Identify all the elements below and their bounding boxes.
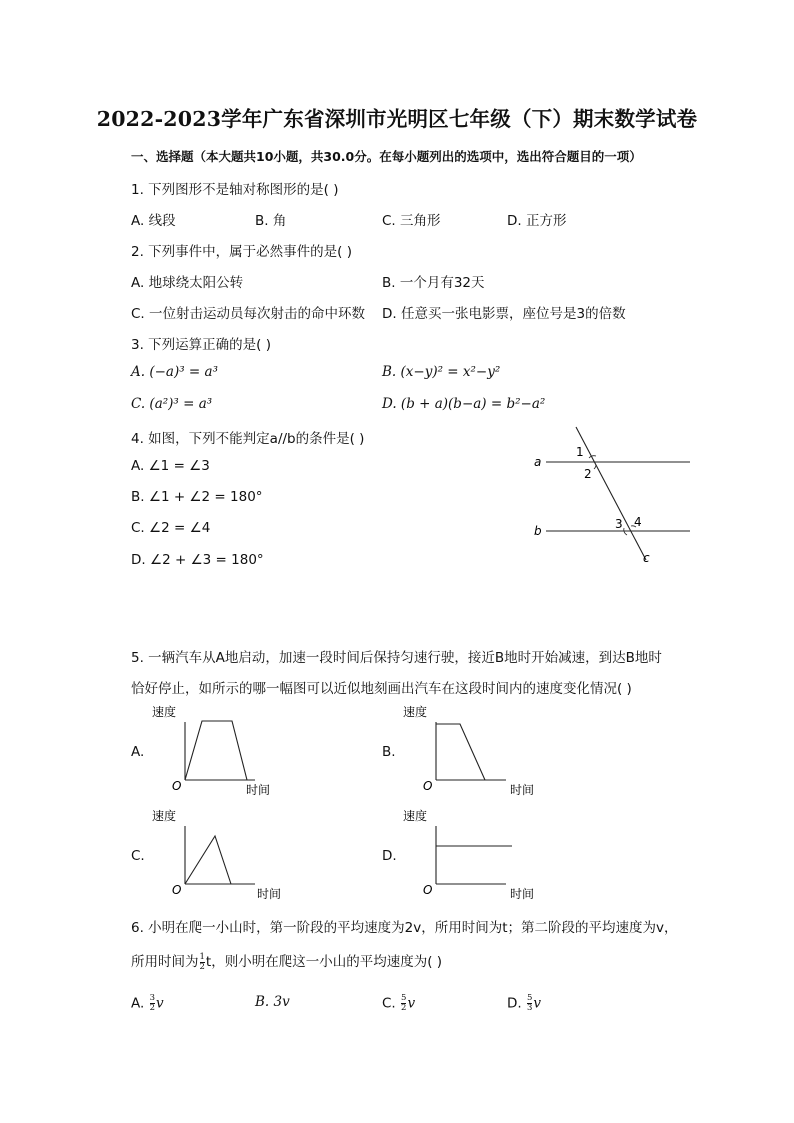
option-fraction: [150, 994, 155, 1013]
q1-option-b[interactable]: B. 角: [255, 213, 287, 229]
angle-3-label: 3: [615, 517, 623, 531]
question-4-stem: 4. 如图，下列不能判定a//b的条件是( ): [131, 431, 365, 447]
fraction-numerator: 5: [526, 993, 533, 1003]
line-a-label: a: [534, 455, 542, 469]
line-c-label: c: [643, 551, 650, 565]
question-1-stem: 1. 下列图形不是轴对称图形的是( ): [131, 182, 339, 198]
fraction-numerator: 3: [149, 993, 156, 1003]
fraction-denominator: 2: [401, 1003, 407, 1013]
q5-graph-a: [145, 700, 295, 800]
q4-option-b[interactable]: B. ∠1 + ∠2 = 180°: [131, 489, 263, 505]
q6-stem-fraction: [200, 953, 205, 972]
q1-option-c[interactable]: C. 三角形: [382, 213, 441, 229]
variable-v: v: [533, 995, 542, 1012]
q5-option-d[interactable]: D.: [382, 848, 397, 864]
q5b-origin: O: [423, 779, 433, 793]
q5-option-c[interactable]: C.: [131, 848, 145, 864]
variable-v: v: [407, 995, 416, 1012]
fraction-numerator: 5: [401, 993, 407, 1003]
q4-option-d[interactable]: D. ∠2 + ∠3 = 180°: [131, 552, 264, 568]
variable-v: v: [156, 995, 164, 1012]
q5-graph-d: [396, 804, 546, 904]
q5c-origin: O: [172, 883, 182, 897]
q2-option-d[interactable]: D. 任意买一张电影票，座位号是3的倍数: [382, 306, 626, 322]
fraction-denominator: 2: [149, 1003, 156, 1013]
q6-option-a[interactable]: [131, 994, 164, 1013]
q2-option-b[interactable]: B. 一个月有32天: [382, 275, 485, 291]
q5a-x-label: 时间: [246, 783, 271, 797]
q6-option-d[interactable]: [507, 994, 541, 1013]
q4-option-a[interactable]: A. ∠1 = ∠3: [131, 458, 210, 474]
question-2-stem: 2. 下列事件中，属于必然事件的是( ): [131, 244, 352, 260]
fraction-denominator: 3: [526, 1003, 533, 1013]
fraction-denominator: 2: [199, 961, 205, 972]
q5d-x-label: 时间: [510, 887, 535, 901]
q1-option-a[interactable]: A. 线段: [131, 213, 176, 229]
q3-option-b[interactable]: B. (x−y)² = x²−y²: [382, 364, 501, 380]
angle-4-label: 4: [634, 515, 642, 529]
q3-option-d[interactable]: D. (b + a)(b−a) = b²−a²: [382, 396, 546, 412]
question-5-stem-line-1: 5. 一辆汽车从A地启动，加速一段时间后保持匀速行驶，接近B地时开始减速，到达B地时: [131, 650, 662, 666]
question-6-stem-line-2: [131, 950, 442, 972]
line-b-label: b: [534, 524, 542, 538]
q5-graph-c: [145, 804, 295, 904]
q4-option-c[interactable]: C. ∠2 = ∠4: [131, 520, 211, 536]
q2-option-a[interactable]: A. 地球绕太阳公转: [131, 275, 244, 291]
q5d-y-label: 速度: [403, 809, 428, 823]
q6-stem-post: t，则小明在爬这一小山的平均速度为( ): [205, 954, 443, 970]
question-5-stem-line-2: 恰好停止，如所示的哪一幅图可以近似地刻画出汽车在这段时间内的速度变化情况( ): [131, 681, 632, 697]
option-label: D.: [507, 995, 522, 1012]
section-heading: 一、选择题（本大题共10小题，共30.0分。在每小题列出的选项中，选出符合题目的一项）: [131, 149, 642, 164]
q5a-origin: O: [172, 779, 182, 793]
q5b-x-label: 时间: [510, 783, 535, 797]
q5-option-b[interactable]: B.: [382, 744, 396, 760]
question-3-stem: 3. 下列运算正确的是( ): [131, 337, 271, 353]
option-label: A.: [131, 995, 145, 1012]
q3-option-c[interactable]: C. (a²)³ = a³: [131, 396, 213, 412]
q5a-y-label: 速度: [152, 705, 177, 719]
option-label: C.: [382, 995, 396, 1012]
option-fraction: [527, 994, 532, 1013]
q5-option-a[interactable]: A.: [131, 744, 145, 760]
q2-option-c[interactable]: C. 一位射击运动员每次射击的命中环数: [131, 306, 366, 322]
angle-1-label: 1: [576, 445, 584, 459]
q5-graph-b: [396, 700, 546, 800]
option-fraction: [401, 994, 406, 1013]
question-6-stem-line-1: 6. 小明在爬一小山时，第一阶段的平均速度为2v，所用时间为t；第二阶段的平均速度为v，: [131, 920, 678, 936]
q6-option-b[interactable]: B. 3v: [255, 994, 290, 1010]
q5d-origin: O: [423, 883, 433, 897]
parallel-lines-figure: [530, 425, 695, 570]
q5c-y-label: 速度: [152, 809, 177, 823]
angle-2-label: 2: [584, 467, 592, 481]
page-title: 2022-2023学年广东省深圳市光明区七年级（下）期末数学试卷: [96, 107, 698, 131]
q6-stem-pre: 所用时间为: [131, 954, 199, 970]
q5b-y-label: 速度: [403, 705, 428, 719]
q1-option-d[interactable]: D. 正方形: [507, 213, 567, 229]
fraction-numerator: 1: [199, 951, 205, 962]
q3-option-a[interactable]: A. (−a)³ = a³: [131, 364, 218, 380]
q6-option-c[interactable]: [382, 994, 415, 1013]
q5c-x-label: 时间: [257, 887, 282, 901]
